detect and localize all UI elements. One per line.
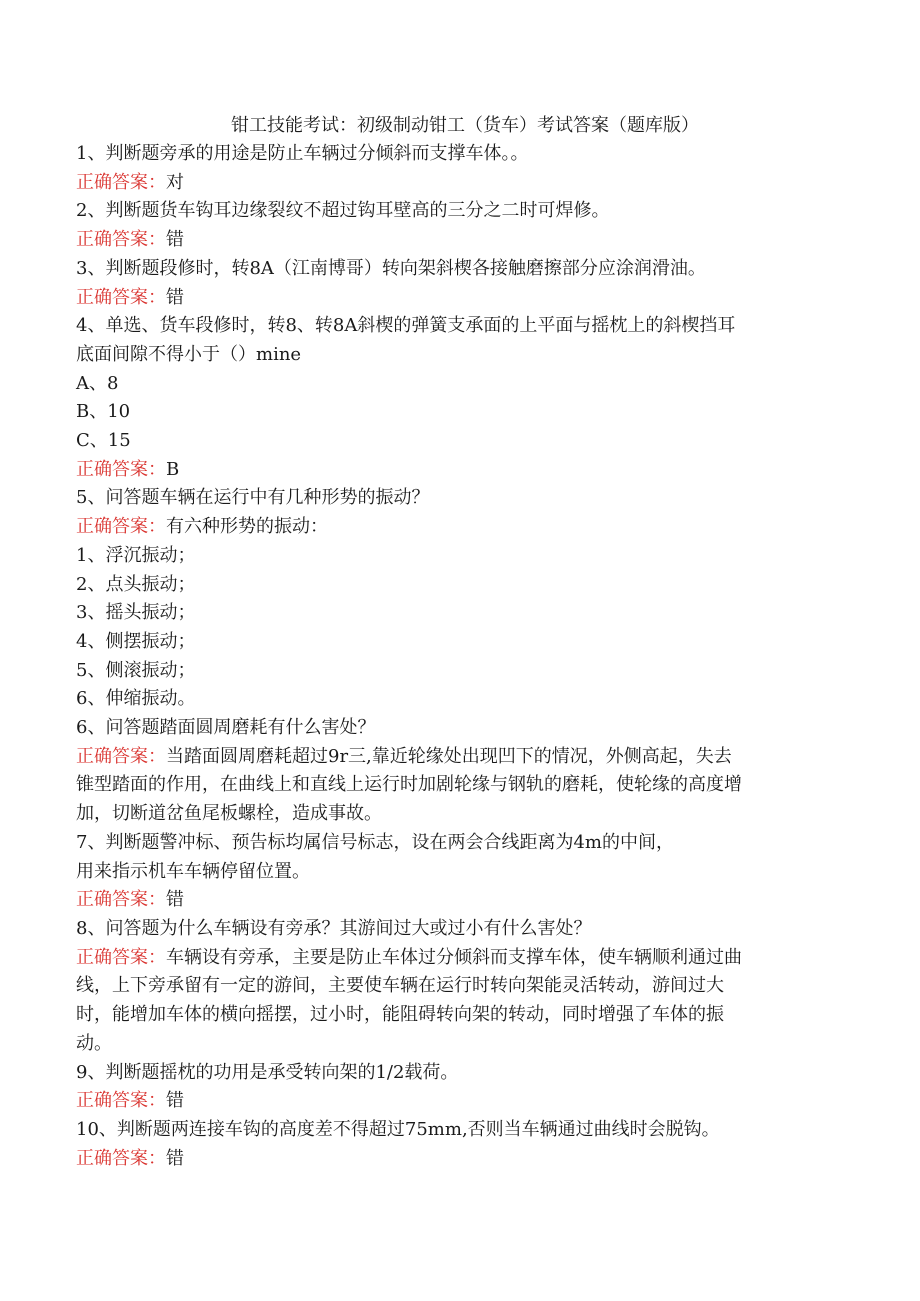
option-a: A、8 — [76, 372, 119, 394]
answer-8-line-3: 时，能增加车体的横向摇摆，过小时，能阻碍转向架的转动，同时增强了车体的振 — [76, 1004, 724, 1026]
answer-label: 正确答案： — [76, 745, 166, 767]
answer-8-text: 车辆设有旁承，主要是防止车体过分倾斜而支撑车体，使车辆顺利通过曲 — [166, 946, 742, 968]
answer-7 — [76, 886, 836, 915]
answer-label: 正确答案： — [76, 286, 166, 308]
answer-8-line-1 — [76, 944, 836, 973]
question-2: 2、判断题货车钩耳边缘裂纹不超过钩耳壁高的三分之二时可焊修。 — [76, 200, 610, 222]
answer-6-text: 当踏面圆周磨耗超过9r三,靠近轮缘处出现凹下的情况，外侧高起，失去 — [166, 745, 732, 767]
option-c: C、15 — [76, 430, 131, 452]
page-title: 钳工技能考试：初级制动钳工（货车）考试答案（题库版） — [231, 115, 699, 136]
answer-label: 正确答案： — [76, 229, 166, 251]
answer-label: 正确答案： — [76, 1147, 166, 1169]
answer-2-text: 错 — [166, 229, 184, 251]
question-5: 5、问答题车辆在运行中有几种形势的振动？ — [76, 487, 430, 509]
answer-label: 正确答案： — [76, 516, 166, 538]
list-item: 1、浮沉振动； — [76, 544, 196, 566]
answer-9-text: 错 — [166, 1090, 184, 1112]
answer-4-text: B — [166, 458, 180, 480]
answer-6-line-3: 加，切断道岔鱼尾板螺栓，造成事故。 — [76, 803, 382, 825]
answer-label: 正确答案： — [76, 889, 166, 911]
answer-4 — [76, 456, 836, 485]
question-3: 3、判断题段修时，转8A（江南博哥）转向架斜楔各接触磨擦部分应涂润滑油。 — [76, 257, 706, 279]
list-item: 2、点头振动； — [76, 573, 196, 595]
answer-3 — [76, 284, 836, 313]
question-4-line-2: 底面间隙不得小于（）mine — [76, 343, 302, 365]
answer-1 — [76, 169, 836, 198]
answer-10 — [76, 1145, 836, 1174]
list-item: 5、侧滚振动； — [76, 659, 196, 681]
answer-6-line-1 — [76, 743, 836, 772]
answer-7-text: 错 — [166, 889, 184, 911]
answer-label: 正确答案： — [76, 946, 166, 968]
question-7-line-2: 用来指示机车车辆停留位置。 — [76, 860, 310, 882]
answer-label: 正确答案： — [76, 1090, 166, 1112]
answer-3-text: 错 — [166, 286, 184, 308]
answer-9 — [76, 1087, 836, 1116]
list-item: 3、摇头振动； — [76, 602, 196, 624]
question-1: 1、判断题旁承的用途是防止车辆过分倾斜而支撑车体。。 — [76, 143, 529, 164]
answer-label: 正确答案： — [76, 171, 166, 193]
question-4-line-1: 4、单选、货车段修时，转8、转8A斜楔的弹簧支承面的上平面与摇枕上的斜楔挡耳 — [76, 315, 736, 337]
list-item: 4、侧摆振动； — [76, 630, 196, 652]
question-9: 9、判断题摇枕的功用是承受转向架的1/2载荷。 — [76, 1061, 459, 1083]
answer-1-text: 对 — [166, 171, 184, 193]
answer-8-line-4: 动。 — [76, 1032, 112, 1054]
question-8: 8、问答题为什么车辆设有旁承？其游间过大或过小有什么害处？ — [76, 917, 592, 939]
question-6: 6、问答题踏面圆周磨耗有什么害处？ — [76, 717, 376, 739]
question-7-line-1: 7、判断题警冲标、预告标均属信号标志，设在两会合线距离为4m的中间， — [76, 831, 674, 853]
answer-10-text: 错 — [166, 1147, 184, 1169]
question-10: 10、判断题两连接车钩的高度差不得超过75mm,否则当车辆通过曲线时会脱钩。 — [76, 1118, 720, 1140]
document-page — [76, 112, 836, 1173]
option-b: B、10 — [76, 401, 131, 423]
answer-8-line-2: 线，上下旁承留有一定的游间，主要使车辆在运行时转向架能灵活转动，游间过大 — [76, 975, 724, 997]
answer-label: 正确答案： — [76, 458, 166, 480]
answer-2 — [76, 226, 836, 255]
answer-6-line-2: 锥型踏面的作用，在曲线上和直线上运行时加剧轮缘与钢轨的磨耗，使轮缘的高度增 — [76, 774, 742, 796]
list-item: 6、伸缩振动。 — [76, 688, 196, 710]
answer-5-text: 有六种形势的振动： — [166, 516, 328, 538]
answer-5 — [76, 513, 836, 542]
